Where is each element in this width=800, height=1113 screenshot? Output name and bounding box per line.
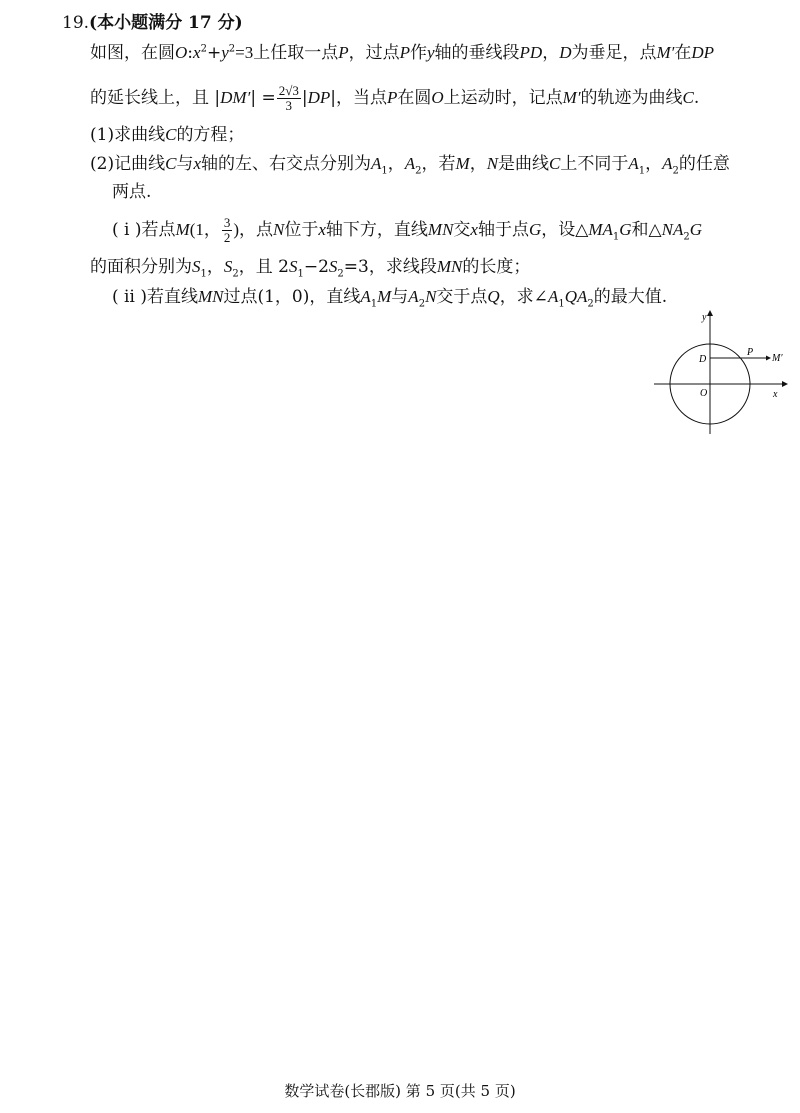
intro-text: 如图，在圆 [90,43,175,63]
math-DP: DP [691,43,715,62]
label-O: O [700,388,708,399]
intro-text: 在圆 [397,88,432,108]
math-N: N [486,154,499,173]
math-x: x [193,154,201,173]
math-Mprime: M′ [562,88,581,107]
label-D: D [699,354,707,365]
math-C: C [165,125,177,144]
page-footer: 数学试卷(长郡版) 第 5 页(共 5 页) [284,1082,516,1100]
math-MN: MN [427,220,454,239]
math-A: A [404,154,416,173]
sub-1: 1 [638,165,646,177]
math-N: N [273,220,285,239]
qi-text: 轴下方，直线 [325,220,428,240]
question-2-line-2 [112,181,151,203]
math-S: S [192,257,201,276]
qi-text: 位于 [284,220,319,240]
intro-text: 上运动时，记点 [443,88,563,108]
math-O: O [175,43,188,62]
math-P: P [386,88,398,107]
math-M: M [455,154,470,173]
frac-den: 2 [223,230,231,245]
qi-text: (1， [189,220,221,239]
qi-text: ， [206,257,224,277]
qii-text: ( ⅱ )若直线 [112,287,198,307]
math-x: x [318,220,326,239]
frac-den: 3 [285,98,293,113]
math-A: A [360,287,371,306]
math-MN: MN [436,257,463,276]
math-y: y [426,43,435,62]
sub-2: 2 [337,268,344,280]
frac-num: 3 [223,215,231,230]
q2-text: ，若 [421,154,456,174]
sub-1: 1 [200,268,207,280]
question-2i-line-2 [90,256,530,278]
sub-2: 2 [232,268,239,280]
intro-line-2 [90,84,699,113]
q2-text: ， [387,154,405,174]
qi-text: 的面积分别为 [90,257,192,277]
q2-text: 与 [176,154,194,174]
math-Mprime: M′ [656,43,675,62]
segment-arrow-icon [766,356,771,361]
q1-text: 的方程； [176,125,245,145]
qii-text: ，求∠ [499,287,548,307]
math-C: C [549,154,561,173]
q2-text: 上不同于 [560,154,629,174]
problem-header [62,12,243,34]
qi-text: ，且 2 [238,257,289,277]
math-MN: MN [197,287,224,306]
math-D: D [559,43,572,62]
sub-1: 1 [612,231,620,243]
intro-text: 轴的垂线段 [434,43,520,63]
question-1 [90,124,244,146]
intro-text: 在 [674,43,692,63]
sub-2: 2 [683,231,690,243]
intro-text: 上任取一点 [253,43,339,63]
score-note: (本小题满分 17 分) [89,13,243,33]
intro-text: 作 [409,43,427,63]
label-P: P [747,347,754,358]
math-A: A [576,287,588,306]
qii-text: 过点(1，0)，直线 [223,287,361,307]
question-2-line-1 [90,153,730,175]
sub-2: 2 [415,165,422,177]
math-G: G [689,220,702,239]
intro-text: ， [542,43,560,63]
label-x: x [773,389,778,400]
qi-text: ，设△ [541,220,589,240]
sub-1: 1 [370,298,378,310]
fraction-2sqrt3-over-3 [277,84,301,113]
x-axis-arrow-icon [782,381,788,387]
intro-text: ，过点 [348,43,400,63]
math-Q: Q [564,287,577,306]
math-x: x [193,43,201,62]
intro-text: | = [250,88,276,108]
intro-text: | [301,88,308,108]
math-M: M [377,287,392,306]
math-M: M [175,220,190,239]
qi-text: =3，求线段 [343,257,437,277]
math-P: P [338,43,349,62]
qi-text: ( ⅰ )若点 [112,220,176,240]
q2-text: 是曲线 [498,154,550,174]
frac-num: 2√3 [278,83,299,98]
intro-line-1: 如图，在圆$O:x^2+y^2=3$上任取一点P，过点P作y轴的垂线段PD，D为垂足，点M′在DP [90,43,715,63]
sub-2: 2 [587,298,594,310]
y-axis-arrow-icon [707,310,713,316]
math-sep: : [187,43,194,63]
math-S: S [288,257,298,276]
qi-text: 轴于点 [477,220,529,240]
math-NA: NA [661,220,684,239]
math-DMprime: DM′ [220,88,251,107]
math-O: O [431,88,444,107]
math-A: A [662,154,673,173]
q1-text: (1)求曲线 [90,125,166,145]
math-PD: PD [519,43,543,62]
qi-text: 交 [453,220,471,240]
q2-text: ， [469,154,487,174]
qi-text: 的长度； [462,257,531,277]
math-A: A [408,287,419,306]
label-Mprime: M′ [772,353,783,364]
problem-number: 19. [62,13,90,33]
intro-text: |，当点 [330,88,387,108]
math-DP: DP [307,88,331,107]
math-Q: Q [487,287,500,306]
sub-1: 1 [558,298,565,310]
q2-text: 两点. [112,182,152,202]
q2-text: 的任意 [678,154,730,174]
intro-text: 的延长线上，且 | [90,88,221,108]
sub-1: 1 [381,165,388,177]
q2-text: (2)记曲线 [90,154,166,174]
intro-text: 的轨迹为曲线 [580,88,683,108]
math-S: S [328,257,338,276]
q2-text: 轴的左、右交点分别为 [200,154,371,174]
math-y: y [221,43,229,62]
qi-text: ) [233,220,240,239]
fraction-3-over-2 [222,216,233,245]
qii-text: 与 [391,287,409,307]
math-C: C [682,88,694,107]
qi-text: 和△ [631,220,662,240]
qii-text: 的最大值. [593,287,668,307]
label-y: y [702,312,707,323]
math-G: G [619,220,632,239]
circle-figure [640,308,790,442]
sub-1: 1 [297,268,304,280]
math-x: x [470,220,478,239]
math-G: G [528,220,542,239]
math-A: A [628,154,639,173]
math-MA: MA [588,220,613,239]
math-C: C [165,154,177,173]
qi-text: −2 [303,257,329,277]
math-N: N [425,287,437,306]
math-A: A [370,154,382,173]
math-S: S [223,257,233,276]
math-A: A [547,287,559,306]
question-2i-line-1 [112,216,702,245]
sub-2: 2 [418,298,426,310]
sub-2: 2 [672,165,679,177]
q2-text: ， [645,154,663,174]
qii-text: 交于点 [436,287,488,307]
question-2ii [112,286,667,308]
math-rhs: =3 [235,43,254,62]
qi-text: ，点 [239,220,274,240]
math-P: P [399,43,410,62]
intro-text: 为垂足，点 [571,43,657,63]
intro-text: . [693,88,700,108]
